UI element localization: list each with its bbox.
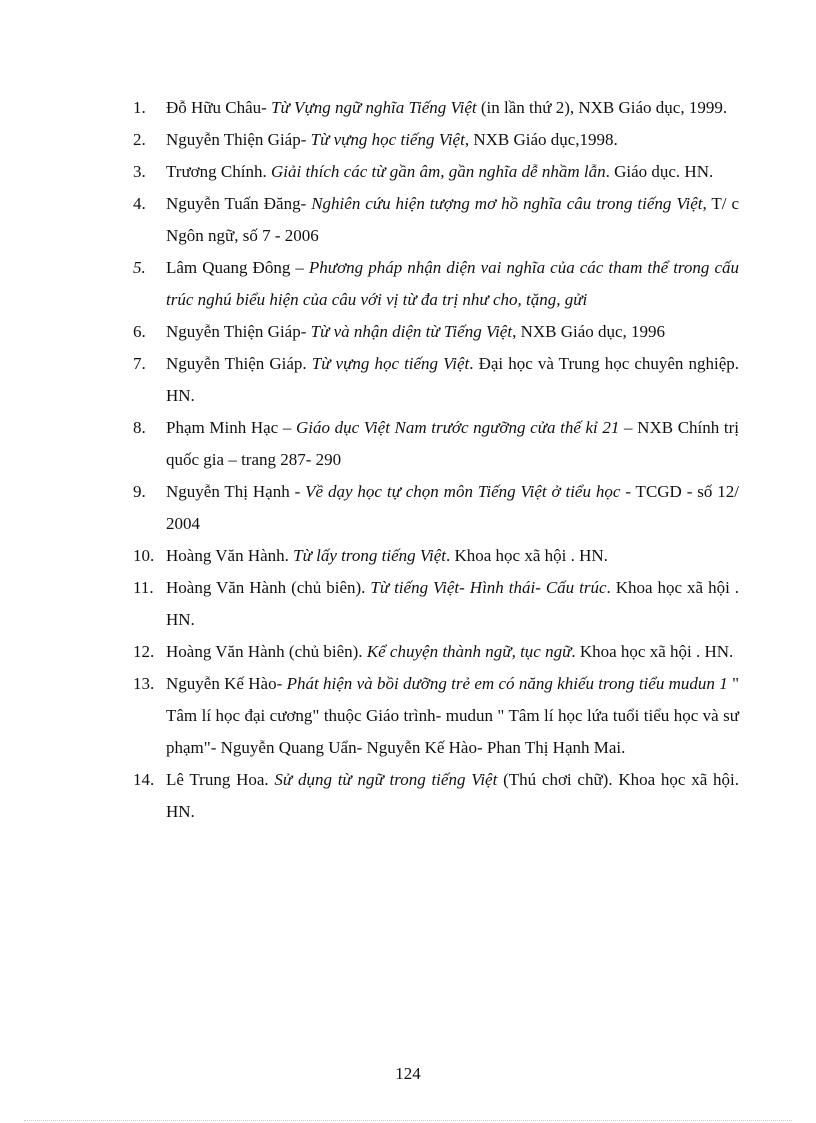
reference-title: Từ Vựng ngữ nghĩa Tiếng Việt [271,98,477,117]
reference-item [133,188,739,252]
reference-text [166,764,739,828]
reference-details: (Thú chơi chữ). Khoa học xã hội. HN. [166,770,739,821]
reference-number: 9. [133,482,146,501]
reference-title: Phát hiện và bồi dưỡng trẻ em có năng khiếu trong tiểu mudun 1 [286,674,728,693]
reference-number: 5. [133,258,146,277]
reference-number: 10. [133,546,155,565]
reference-author: Hoàng Văn Hành (chủ biên). [166,578,366,597]
reference-text [166,476,739,540]
reference-title: Từ lấy trong tiếng Việt [293,546,446,565]
reference-title: Giáo dục Việt Nam trước ngưỡng cửa thế kỉ 21 [295,418,620,437]
reference-text [166,348,739,412]
reference-author: Đỗ Hữu Châu- [166,98,267,117]
reference-item [133,476,739,540]
reference-text [166,252,739,316]
reference-title: Từ vựng học tiếng Việt [311,354,470,373]
reference-author: Hoàng Văn Hành. [166,546,289,565]
reference-details: . Khoa học xã hội . HN. [166,578,740,629]
reference-title: Về dạy học tự chọn môn Tiếng Việt ở tiểu học [305,482,621,501]
reference-number: 1. [133,98,146,117]
reference-text [166,188,739,252]
reference-number: 11. [133,578,154,597]
reference-item [133,92,739,124]
reference-title: Giải thích các từ gần âm, gần nghĩa dễ nhầm lẫn [270,162,606,181]
reference-text [166,316,739,348]
page-bottom-divider [24,1120,792,1121]
reference-details: - TCGD - số 12/ 2004 [166,482,739,533]
reference-item [133,668,739,764]
reference-details: , T/ c Ngôn ngữ, số 7 - 2006 [166,194,739,245]
reference-item [133,124,739,156]
reference-title: Kể chuyện thành ngữ, tục ngữ [366,642,572,661]
reference-item [133,540,739,572]
reference-title: Từ tiếng Việt- Hình thái- Cấu trúc [370,578,607,597]
reference-details: . Giáo dục. HN. [605,162,714,181]
reference-title: Sử dụng từ ngữ trong tiếng Việt [274,770,498,789]
reference-title: Phương pháp nhận diện vai nghĩa của các tham thể trong cấu trúc nghú biểu hiện của câu với vị từ đa trị như cho, tặng, gửi [166,258,739,309]
reference-item [133,348,739,412]
reference-author: Nguyễn Thị Hạnh - [166,482,301,501]
reference-author: Hoàng Văn Hành (chủ biên). [166,642,363,661]
reference-item [133,252,739,316]
reference-details: " Tâm lí học đại cương" thuộc Giáo trình- mudun " Tâm lí học lứa tuổi tiểu học và sư phạm"- Nguyễn Quang Uẩn- Nguyễn Kế Hào- Phan Thị Hạnh Mai. [166,674,740,757]
reference-text [166,92,739,124]
reference-author: Lê Trung Hoa. [166,770,269,789]
page-number: 124 [395,1064,421,1083]
reference-author: Nguyễn Kế Hào- [166,674,283,693]
reference-number: 4. [133,194,146,213]
reference-details: – NXB Chính trị quốc gia – trang 287- 290 [166,418,740,469]
reference-number: 8. [133,418,146,437]
reference-number: 7. [133,354,146,373]
reference-details: , NXB Giáo dục, 1996 [512,322,666,341]
reference-item [133,764,739,828]
reference-number: 2. [133,130,146,149]
reference-item [133,412,739,476]
reference-number: 13. [133,674,155,693]
reference-text [166,124,739,156]
reference-author: Phạm Minh Hạc – [166,418,292,437]
reference-number: 6. [133,322,146,341]
reference-title: Từ và nhận diện từ Tiếng Việt [310,322,513,341]
reference-item [133,316,739,348]
reference-author: Nguyễn Thiện Giáp- [166,322,307,341]
reference-details: , NXB Giáo dục,1998. [464,130,618,149]
reference-details: . Khoa học xã hội . HN. [445,546,608,565]
reference-text [166,540,739,572]
reference-list [133,92,739,828]
reference-item [133,636,739,668]
reference-text [166,572,739,636]
reference-text [166,412,739,476]
reference-author: Trương Chính. [166,162,267,181]
reference-author: Lâm Quang Đông – [166,258,304,277]
reference-details: . Đại học và Trung học chuyên nghiệp. HN. [166,354,740,405]
reference-text [166,636,739,668]
reference-details: (in lần thứ 2), NXB Giáo dục, 1999. [480,98,728,117]
reference-item [133,156,739,188]
reference-number: 14. [133,770,155,789]
reference-author: Nguyễn Thiện Giáp- [166,130,307,149]
reference-item [133,572,739,636]
reference-number: 12. [133,642,155,661]
reference-title: Nghiên cứu hiện tượng mơ hồ nghĩa câu trong tiếng Việt [311,194,703,213]
reference-author: Nguyễn Thiện Giáp. [166,354,307,373]
reference-number: 3. [133,162,146,181]
reference-author: Nguyễn Tuấn Đăng- [166,194,307,213]
reference-text [166,156,739,188]
reference-details: . Khoa học xã hội . HN. [571,642,734,661]
reference-title: Từ vựng học tiếng Việt [310,130,465,149]
reference-text [166,668,739,764]
